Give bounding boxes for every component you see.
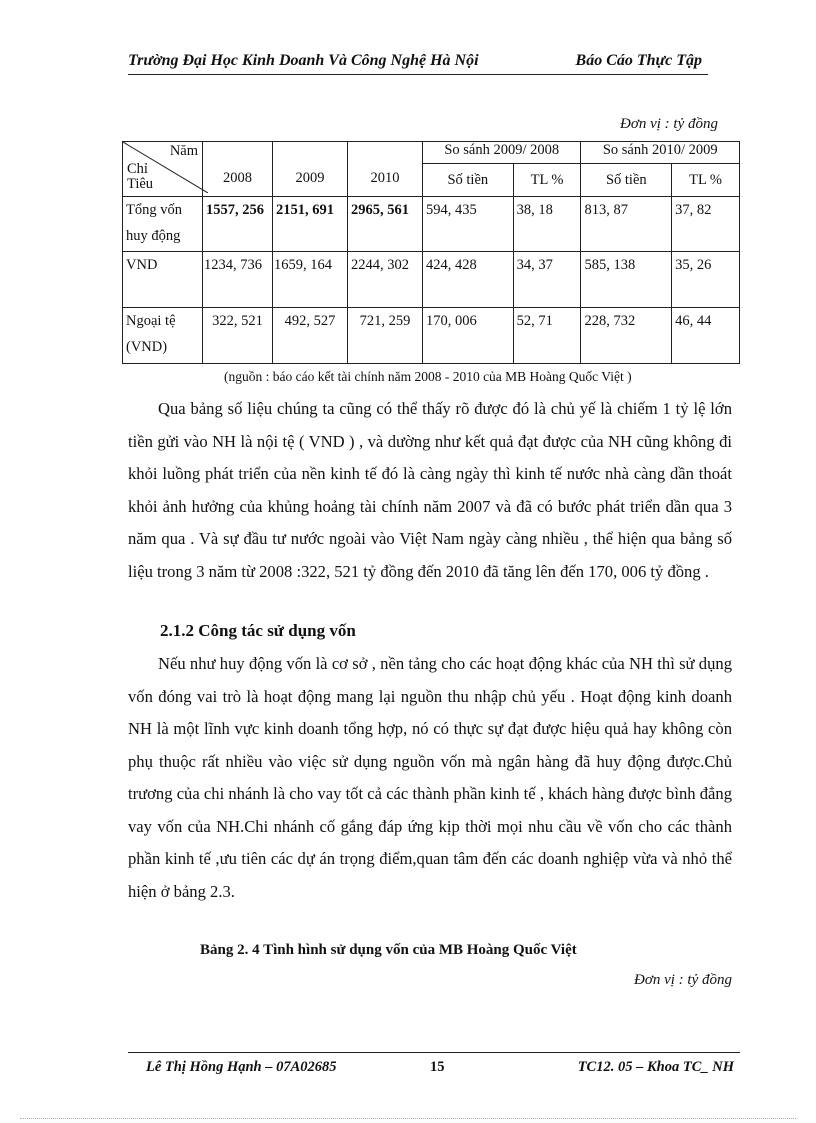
cell: 38, 18 (513, 197, 581, 252)
page-number: 15 (430, 1059, 445, 1075)
corner-cell (123, 142, 203, 197)
corner-indicator-label: Chỉ Tiêu (127, 161, 154, 192)
year-2010: 2010 (348, 142, 423, 197)
compare-2010-2009: So sánh 2010/ 2009 (581, 142, 740, 164)
paragraph-2-text: Nếu như huy động vốn là cơ sở , nền tảng cho các hoạt động khác của NH thì sử dụng vốn đóng vai trò là hoạt động mang lại nguồn thu nhập chủ yếu . Hoạt động kinh doanh NH là một lĩnh vực kinh doanh tổng hợp, nó có thực sự đạt được hiệu quả hay không còn phụ thuộc rất nhiều vào việc sử dụng nguồn vốn mà ngân hàng đã huy động được.Chủ trương của chi nhánh là cho vay tốt cả các thành phần kinh tế , khách hàng được bình đẳng vay vốn của NH.Chi nhánh cố gắng đáp ứng kịp thời mọi nhu cầu về vốn cho các thành phần kinh tế ,ưu tiên các dự án trọng điểm,quan tâm đến các doanh nghiệp vừa và nhỏ thể hiện ở bảng 2.3. (128, 654, 732, 901)
cell: 594, 435 (423, 197, 514, 252)
paragraph-1-text: Qua bảng số liệu chúng ta cũng có thể thấy rõ được đó là chủ yế là chiếm 1 tỷ lệ lớn tiền gửi vào NH là nội tệ ( VND ) , và dường như kết quả đạt được của NH cũng không đi khỏi luồng phát triển của nền kinh tế đó là càng ngày thì kinh tế nước nhà càng dần thoát khỏi ảnh hưởng của khủng hoảng tài chính năm 2007 và đã có bước phát triển dần qua 3 năm qua . Và sự đầu tư nước ngoài vào Việt Nam ngày càng nhiều , thể hiện qua bảng số liệu trong 3 năm từ 2008 :322, 521 tỷ đồng đến 2010 đã tăng lên đến 170, 006 tỷ đồng . (128, 399, 732, 581)
cell: 322, 521 (203, 308, 273, 364)
capital-table (122, 141, 740, 364)
page-header (128, 50, 708, 75)
unit-label-top: Đơn vị : tỷ đồng (620, 116, 718, 132)
cell: 585, 138 (581, 252, 672, 308)
sub-amount-2: Số tiền (581, 164, 672, 197)
sub-ratio-1: TL % (513, 164, 581, 197)
table-caption: Bảng 2. 4 Tình hình sử dụng vốn của MB Hoàng Quốc Việt (200, 942, 577, 958)
row-label: Tổng vốn huy động (123, 197, 203, 252)
cell: 170, 006 (423, 308, 514, 364)
table-row (123, 197, 740, 252)
cell: 2965, 561 (348, 197, 423, 252)
cell: 1234, 736 (203, 252, 273, 308)
table-row (123, 252, 740, 308)
cell: 2244, 302 (348, 252, 423, 308)
sub-ratio-2: TL % (672, 164, 740, 197)
row-label: VND (123, 252, 203, 308)
page-footer (128, 1052, 740, 1075)
cell: 721, 259 (348, 308, 423, 364)
cell: 813, 87 (581, 197, 672, 252)
footer-author: Lê Thị Hồng Hạnh – 07A02685 (146, 1059, 337, 1075)
sub-amount-1: Số tiền (423, 164, 514, 197)
cell: 35, 26 (672, 252, 740, 308)
cell: 1659, 164 (273, 252, 348, 308)
header-school: Trường Đại Học Kinh Doanh Và Công Nghệ Hà Nội (128, 52, 479, 69)
paragraph-2 (128, 648, 732, 908)
footer-class: TC12. 05 – Khoa TC_ NH (577, 1059, 734, 1075)
table-source-note: (nguồn : báo cáo kết tài chính năm 2008 - 2010 của MB Hoàng Quốc Việt ) (224, 369, 632, 384)
cell: 2151, 691 (273, 197, 348, 252)
corner-year-label: Năm (169, 143, 198, 159)
year-2008: 2008 (203, 142, 273, 197)
compare-2009-2008: So sánh 2009/ 2008 (423, 142, 581, 164)
cell: 34, 37 (513, 252, 581, 308)
cell: 52, 71 (513, 308, 581, 364)
paragraph-1 (128, 393, 732, 588)
year-2009: 2009 (273, 142, 348, 197)
cell: 46, 44 (672, 308, 740, 364)
row-label: Ngoại tệ (VND) (123, 308, 203, 364)
cell: 1557, 256 (203, 197, 273, 252)
cell: 492, 527 (273, 308, 348, 364)
page-edge-divider (20, 1118, 796, 1119)
table-row (123, 308, 740, 364)
cell: 228, 732 (581, 308, 672, 364)
cell: 37, 82 (672, 197, 740, 252)
header-report: Báo Cáo Thực Tập (575, 52, 702, 69)
cell: 424, 428 (423, 252, 514, 308)
section-heading: 2.1.2 Công tác sử dụng vốn (160, 621, 356, 640)
unit-label-bottom: Đơn vị : tỷ đồng (634, 972, 732, 988)
